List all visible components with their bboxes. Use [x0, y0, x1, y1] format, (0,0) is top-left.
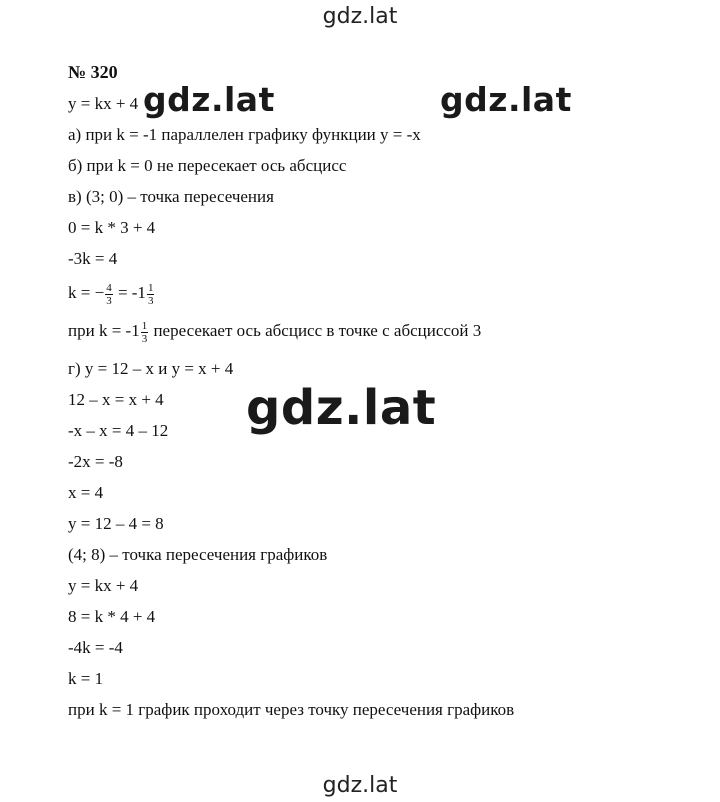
- formula-text: = -1: [113, 283, 146, 302]
- fraction: [147, 282, 155, 307]
- k-formula-line: [68, 280, 155, 307]
- text-line: x = 4: [68, 483, 104, 502]
- text-line: k = 1: [68, 669, 104, 688]
- text-line: 12 – x = x + 4: [68, 390, 164, 409]
- fraction-numerator: 1: [141, 319, 148, 332]
- text-line: 0 = k * 3 + 4: [68, 218, 156, 237]
- text-line: г) y = 12 – x и y = x + 4: [68, 359, 234, 378]
- fraction-denominator: 3: [106, 294, 112, 307]
- watermark-overlay-left: gdz.lat: [143, 80, 275, 119]
- text-line: в) (3; 0) – точка пересечения: [68, 187, 274, 206]
- text-line: 8 = k * 4 + 4: [68, 607, 156, 626]
- problem-number: № 320: [68, 62, 118, 82]
- formula-text: пересекает ось абсцисс в точке с абсциссой 3: [149, 321, 482, 340]
- text-line: -2x = -8: [68, 452, 123, 471]
- text-line: при k = 1 график проходит через точку пересечения графиков: [68, 700, 515, 719]
- text-line: а) при k = -1 параллелен графику функции y = -x: [68, 125, 421, 144]
- text-line: y = 12 – 4 = 8: [68, 514, 164, 533]
- watermark-overlay-right: gdz.lat: [440, 80, 572, 119]
- fraction: [141, 320, 149, 345]
- watermark-overlay-center: gdz.lat: [246, 380, 437, 436]
- text-line: -4k = -4: [68, 638, 123, 657]
- formula-text: k = −: [68, 283, 105, 302]
- text-line: б) при k = 0 не пересекает ось абсцисс: [68, 156, 347, 175]
- text-line: y = kx + 4: [68, 576, 139, 595]
- text-line: y = kx + 4: [68, 94, 139, 113]
- text-line: (4; 8) – точка пересечения графиков: [68, 545, 328, 564]
- watermark-bottom: gdz.lat: [322, 773, 398, 798]
- intersection-line: [68, 318, 481, 345]
- text-line: -3k = 4: [68, 249, 118, 268]
- watermark-top: gdz.lat: [322, 4, 398, 29]
- fraction-numerator: 4: [106, 281, 112, 294]
- fraction-denominator: 3: [141, 332, 148, 345]
- formula-text: при k = -1: [68, 321, 140, 340]
- fraction-denominator: 3: [147, 294, 154, 307]
- fraction-numerator: 1: [147, 281, 154, 294]
- text-line: -x – x = 4 – 12: [68, 421, 169, 440]
- fraction: [105, 282, 113, 307]
